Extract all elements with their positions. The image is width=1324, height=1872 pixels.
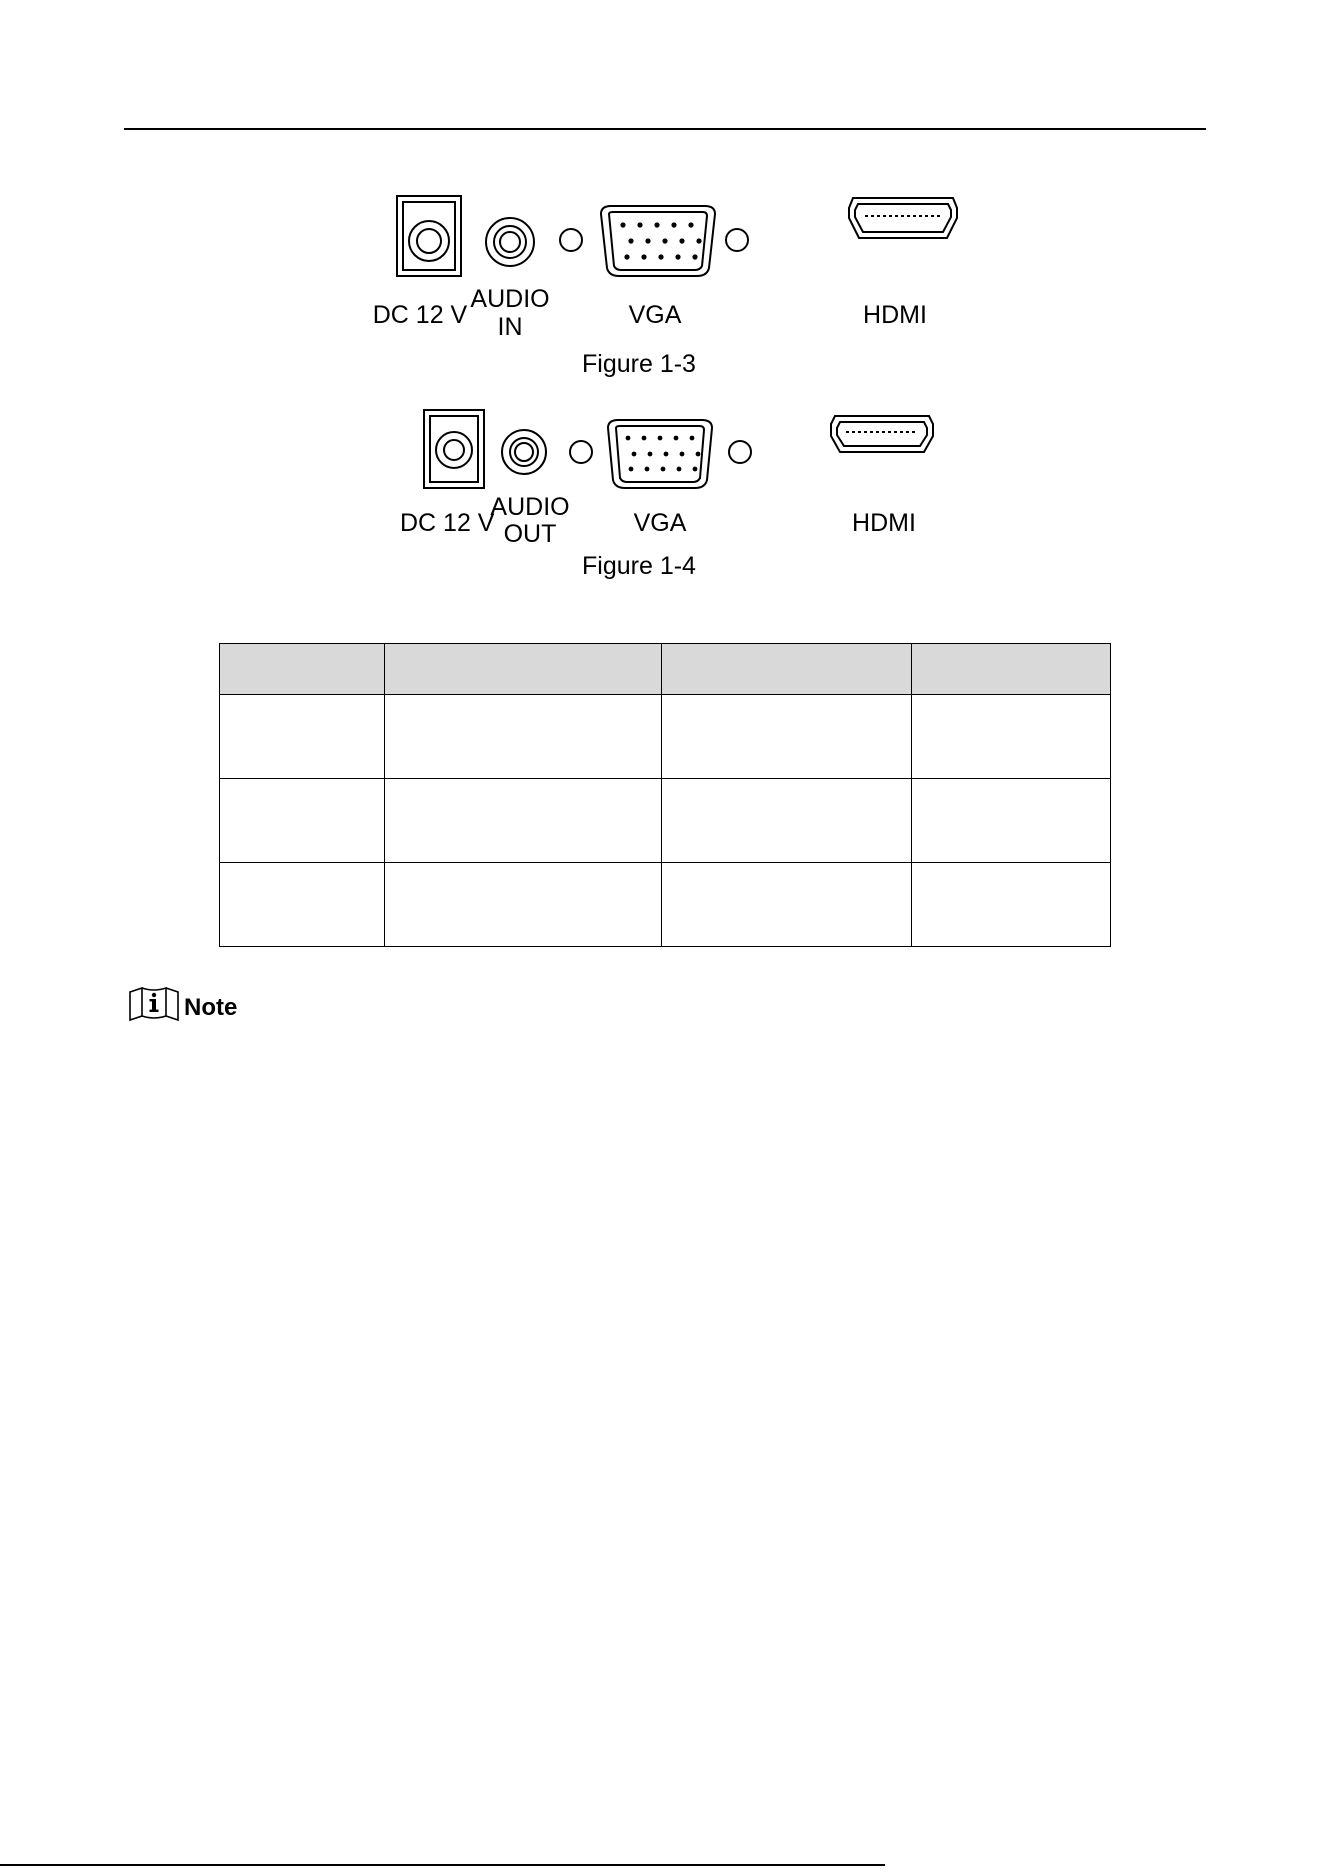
table-cell [385, 695, 662, 779]
table-cell [662, 695, 912, 779]
hdmi-port-icon [831, 416, 933, 452]
figure-1-3-caption: Figure 1-3 [582, 350, 696, 378]
table-cell [220, 695, 385, 779]
dc-power-jack-icon [397, 196, 461, 276]
table-header-cell [220, 644, 385, 695]
table-cell [385, 863, 662, 947]
table-header-cell [385, 644, 662, 695]
table-header-row [220, 644, 1111, 695]
interface-table [219, 643, 1111, 947]
audio-jack-icon [502, 430, 546, 474]
table-cell [662, 779, 912, 863]
table-cell [220, 863, 385, 947]
figure-1-3-ports-drawing [395, 190, 975, 290]
fig3-label-audio-line1: AUDIO [470, 285, 550, 313]
fig4-label-audio-line2: OUT [503, 520, 557, 548]
footer-rule [0, 1864, 885, 1866]
table-row [220, 863, 1111, 947]
dc-power-jack-icon [424, 410, 484, 488]
audio-jack-icon [486, 218, 534, 266]
fig4-label-dc-12v: DC 12 V [400, 509, 495, 537]
vga-screw-right-icon [729, 441, 751, 463]
header-rule [124, 128, 1206, 130]
figure-1-4-caption: Figure 1-4 [582, 552, 696, 580]
table-cell [385, 779, 662, 863]
fig3-label-hdmi: HDMI [863, 301, 927, 329]
note-label: Note [184, 994, 238, 1021]
table-header-cell [912, 644, 1111, 695]
table-cell [220, 779, 385, 863]
hdmi-port-icon [849, 198, 957, 238]
fig3-label-audio-line2: IN [497, 313, 523, 341]
table-cell [912, 695, 1111, 779]
note-book-icon [128, 986, 180, 1022]
table-cell [662, 863, 912, 947]
vga-screw-left-icon [560, 229, 582, 251]
table-cell [912, 779, 1111, 863]
fig4-label-vga: VGA [633, 509, 687, 537]
table-row [220, 695, 1111, 779]
table-row [220, 779, 1111, 863]
note-heading [128, 986, 237, 1022]
vga-port-icon [608, 420, 712, 488]
fig4-label-audio-line1: AUDIO [490, 493, 570, 521]
vga-screw-right-icon [726, 229, 748, 251]
table-cell [912, 863, 1111, 947]
vga-port-icon [601, 206, 715, 276]
table-header-cell [662, 644, 912, 695]
figure-1-4-ports-drawing [422, 404, 942, 496]
fig3-label-vga: VGA [628, 301, 682, 329]
fig4-label-hdmi: HDMI [852, 509, 916, 537]
vga-screw-left-icon [570, 441, 592, 463]
fig3-label-dc-12v: DC 12 V [372, 301, 468, 329]
